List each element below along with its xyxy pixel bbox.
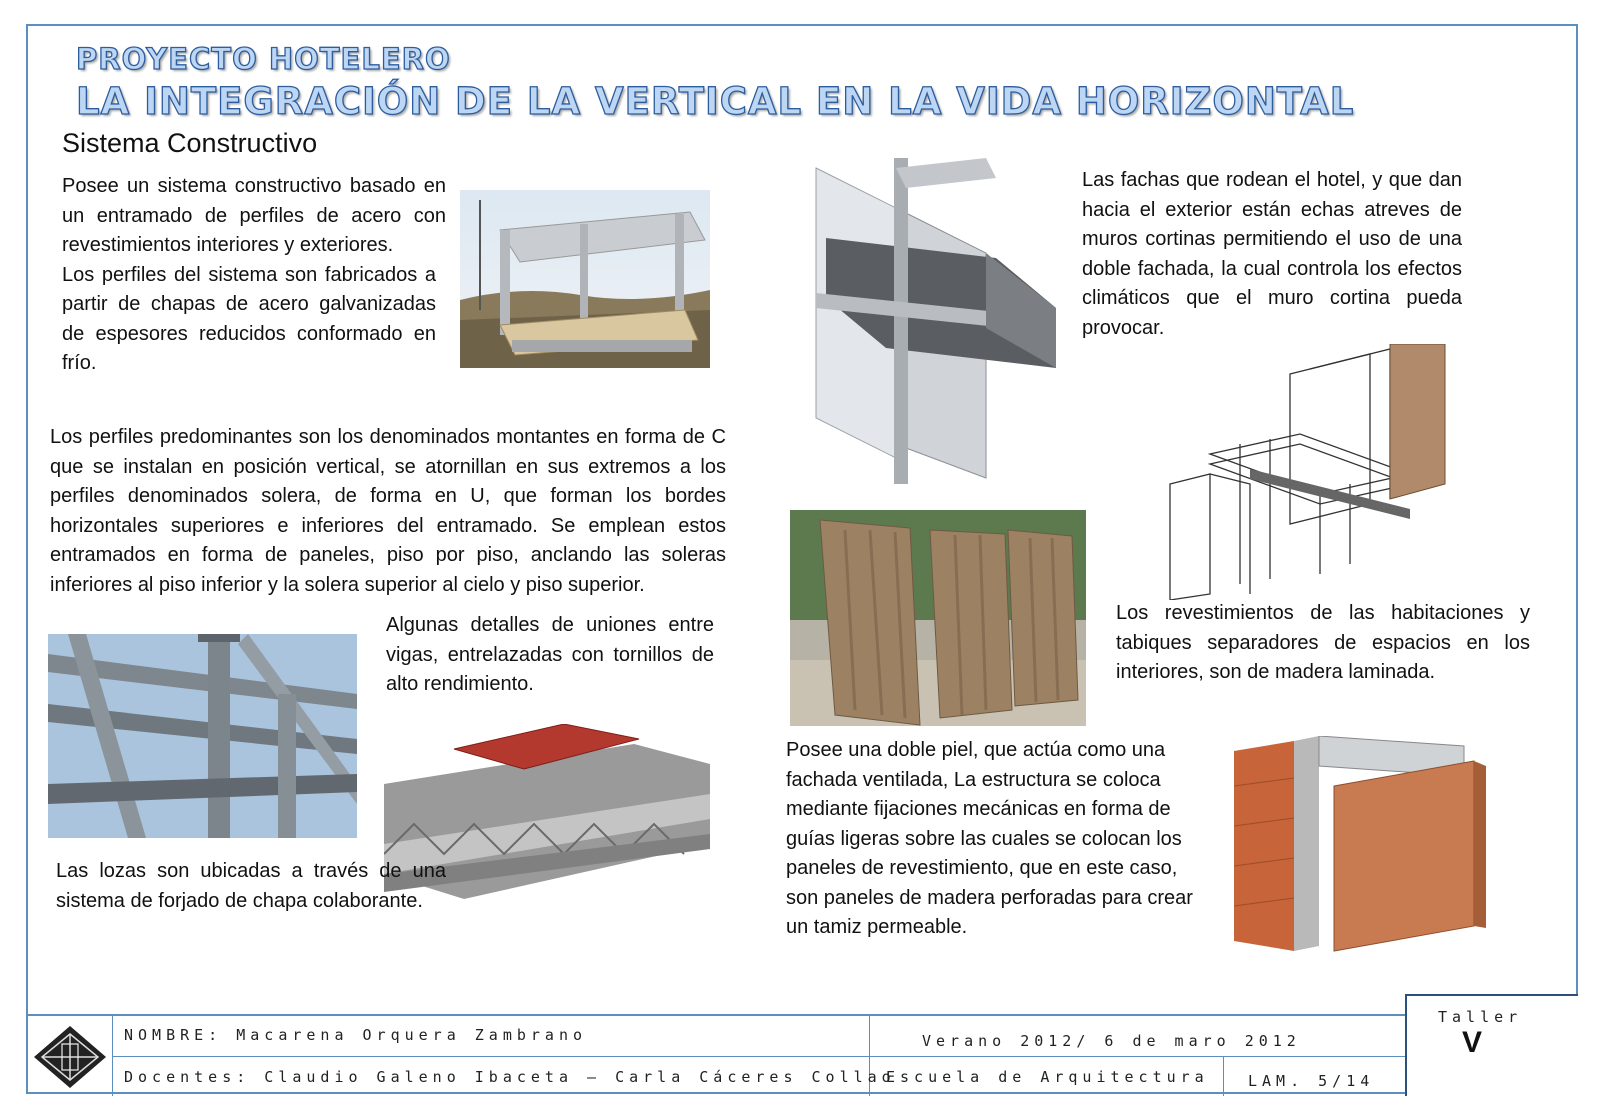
uniones-text: Algunas detalles de uniones entre vigas, entrelazadas con tornillos de alto rendimiento. xyxy=(386,614,714,695)
curtain-wall-render xyxy=(806,158,1068,484)
doble-piel-text: Posee una doble piel, que actúa como una fachada ventilada, La estructura se coloca mediante fijaciones mecánicas en forma de guías ligeras sobre las cuales se colocan los paneles de revestimiento, que en este caso, son paneles de madera perforadas para crear un tamiz permeable. xyxy=(786,739,1193,938)
logo xyxy=(32,1024,108,1090)
steel-beams-photo xyxy=(48,634,357,838)
intro-text xyxy=(62,172,446,379)
section-title: Sistema Constructivo xyxy=(62,128,318,158)
date-label: Verano 2012/ 6 de maro 2012 xyxy=(922,1032,1301,1050)
student-name: NOMBRE: Macarena Orquera Zambrano xyxy=(124,1026,588,1044)
fachadas-text: Las fachas que rodean el hotel, y que dan hacia el exterior están echas atreves de muros cortinas permitiendo el uso de una doble fachada, la cual controla los efectos climáticos que el muro cortina pueda provocar. xyxy=(1082,169,1462,339)
steel-frame-photo xyxy=(460,190,710,368)
title-block xyxy=(26,1008,1578,1094)
revestimientos-text: Los revestimientos de las habitaciones y tabiques separadores de espacios en los interiores, son de madera laminada. xyxy=(1116,602,1530,683)
school-label: Escuela de Arquitectura xyxy=(886,1068,1209,1086)
ventilated-facade-image xyxy=(1224,736,1494,958)
wood-panels-photo xyxy=(790,510,1086,726)
teachers-label: Docentes: Claudio Galeno Ibaceta – Carla Cáceres Collao xyxy=(124,1068,896,1086)
sheet-number: LAM. 5/14 xyxy=(1248,1072,1375,1090)
montantes-text: Los perfiles predominantes son los denominados montantes en forma de C que se instalan en posición vertical, se atornillan en sus extremos a los perfiles denominados solera, de forma en U, que forman los bordes horizontales superiores e inferiores del entramado. Se emplean estos entramados en forma de paneles, piso por piso, anclando las soleras inferiores al piso inferior y la solera superior al cielo y piso superior. xyxy=(50,426,726,596)
lozas-text: Las lozas son ubicadas a través de una sistema de forjado de chapa colaborante. xyxy=(56,860,446,912)
intro-paragraph-1: Posee un sistema constructivo basado en un entramado de perfiles de acero con revestimientos interiores y exteriores. xyxy=(62,175,446,256)
project-title: PROYECTO HOTELERO xyxy=(76,42,451,76)
taller-value: V xyxy=(1462,1026,1483,1059)
intro-paragraph-2: Los perfiles del sistema son fabricados a partir de chapas de acero galvanizadas de espesores reducidos conformado en frío. xyxy=(62,263,436,374)
main-title: LA INTEGRACIÓN DE LA VERTICAL EN LA VIDA HORIZONTAL xyxy=(76,80,1355,123)
taller-label: Taller xyxy=(1438,1008,1523,1026)
facade-detail-drawing xyxy=(1150,344,1450,600)
